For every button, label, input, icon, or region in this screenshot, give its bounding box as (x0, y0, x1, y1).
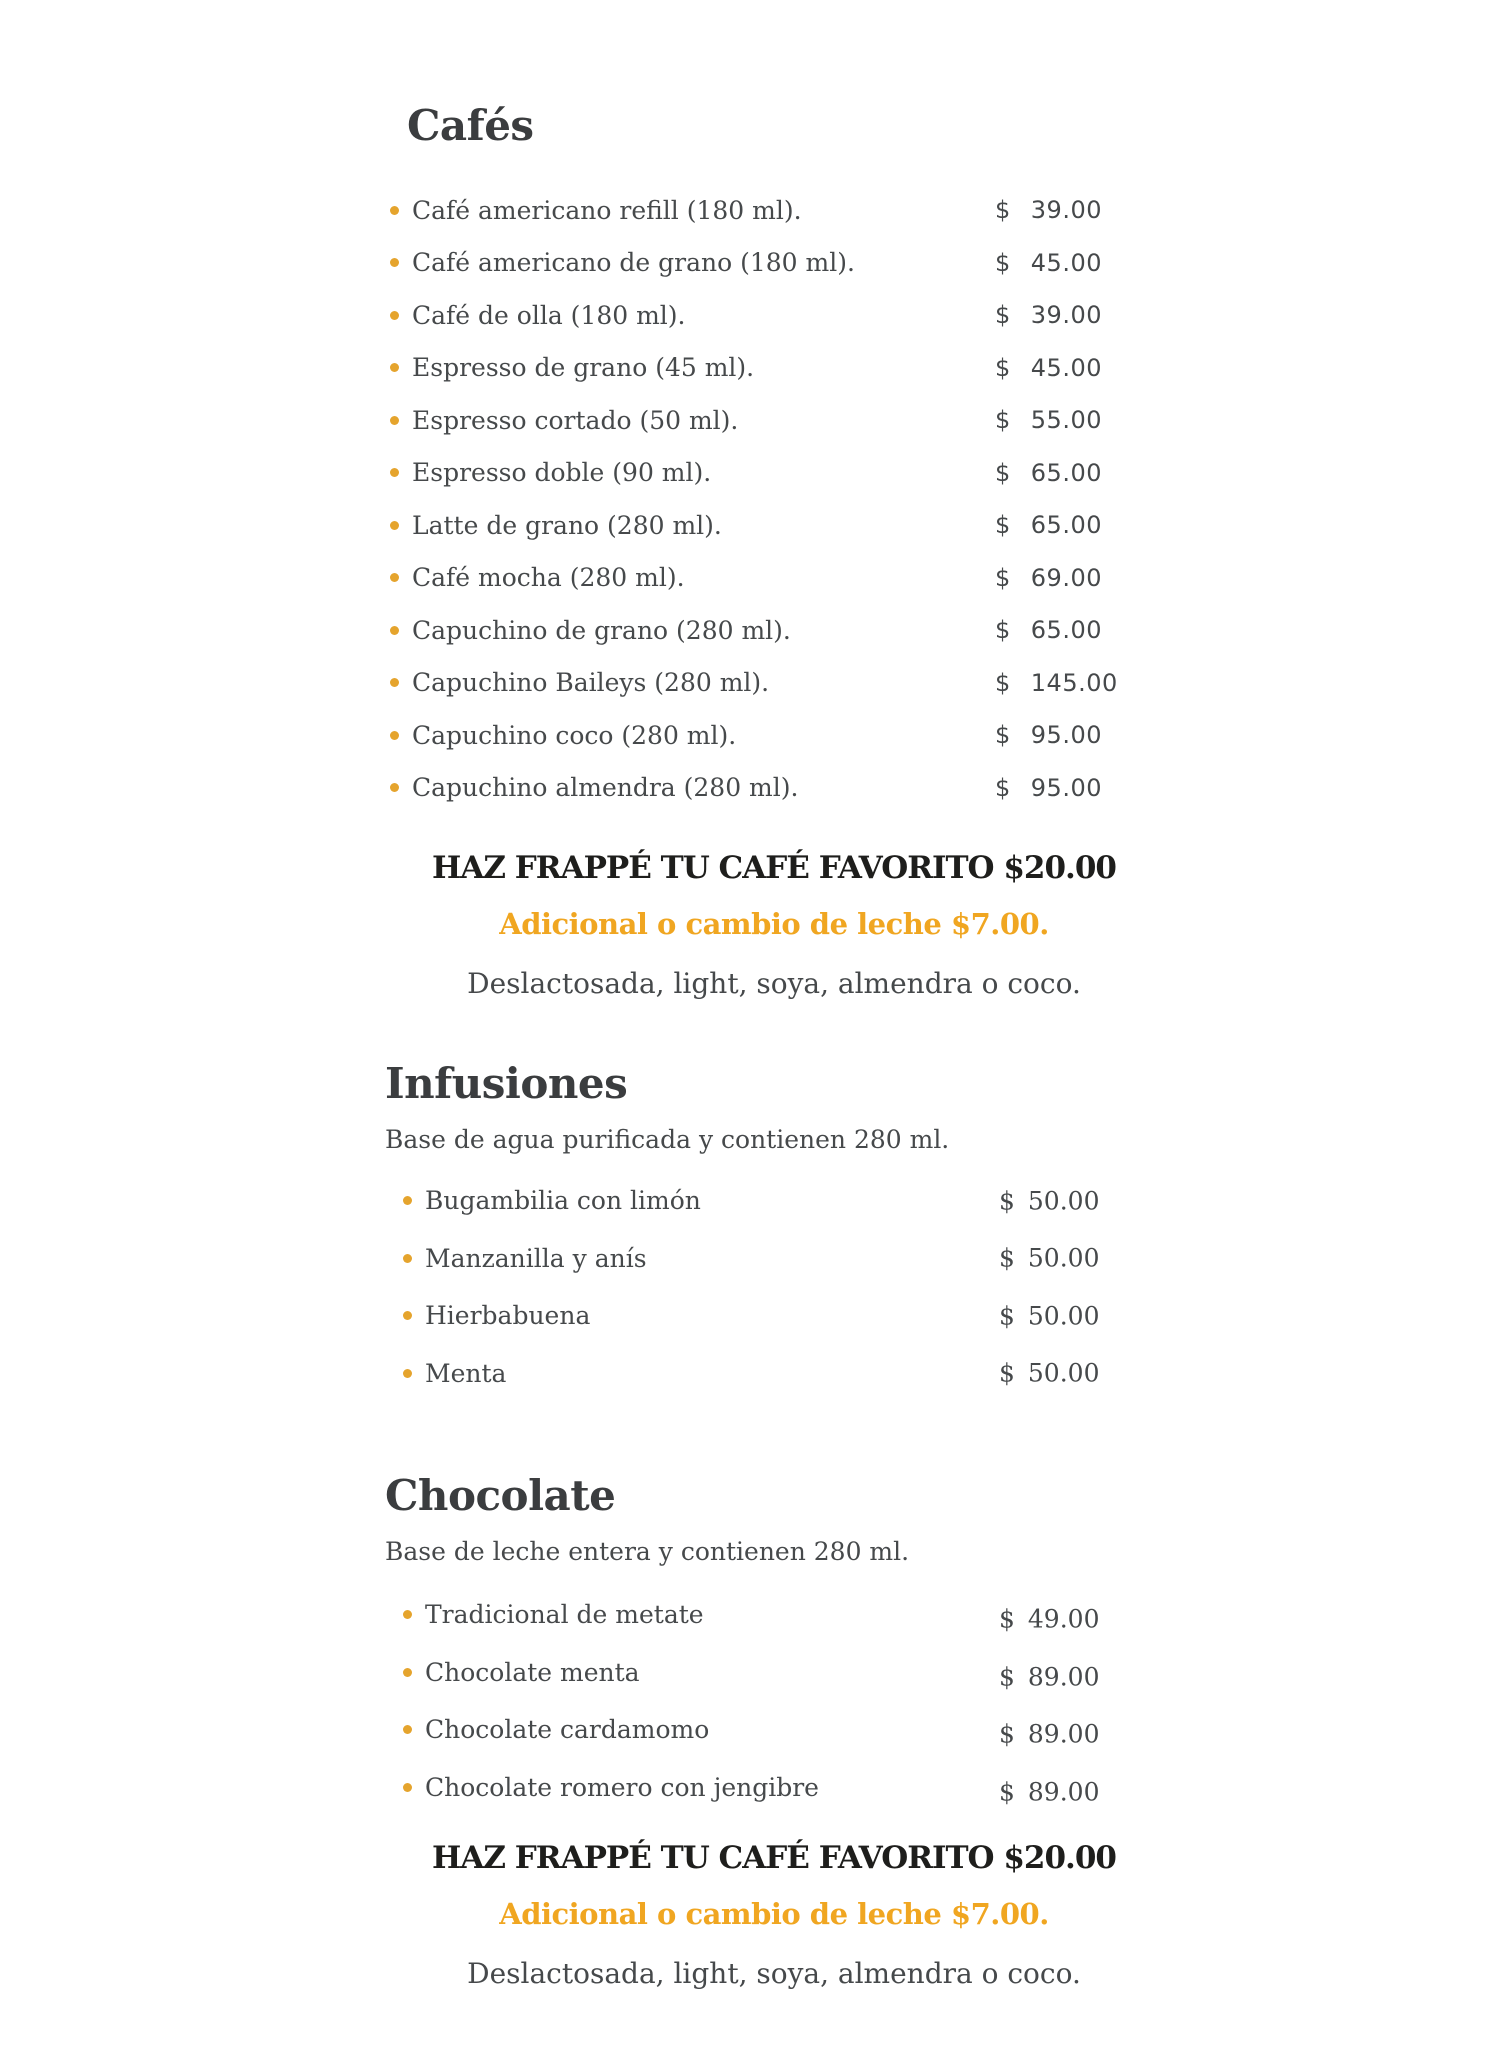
cafes-item-list (385, 184, 1163, 814)
bullet-icon (403, 1725, 412, 1734)
menu-item-label: Tradicional de metate (425, 1600, 704, 1630)
bullet-icon (390, 626, 399, 635)
currency-symbol: $ (999, 1301, 1015, 1331)
menu-item-label: Menta (425, 1358, 507, 1388)
currency-symbol: $ (995, 668, 1011, 697)
bullet-icon (390, 468, 399, 477)
bullet-icon (390, 678, 399, 687)
price-amount: 69.00 (1030, 563, 1102, 592)
currency-symbol: $ (995, 773, 1011, 802)
section-title-infusiones: Infusiones (385, 1059, 628, 1108)
chocolate-item-list (385, 1586, 1163, 1816)
menu-item-row (385, 237, 1163, 290)
price-amount: 95.00 (1030, 773, 1102, 802)
menu-item-row (385, 1644, 1163, 1702)
currency-symbol: $ (995, 511, 1011, 540)
bullet-icon (390, 258, 399, 267)
currency-symbol: $ (999, 1662, 1015, 1692)
price-amount: 65.00 (1030, 511, 1102, 540)
price-amount: 65.00 (1030, 616, 1102, 645)
menu-item-price (999, 1777, 1099, 1806)
menu-item-row (385, 342, 1163, 395)
menu-item-price (995, 564, 1102, 592)
price-amount: 95.00 (1030, 721, 1102, 750)
menu-item-label: Manzanilla y anís (425, 1243, 647, 1273)
milk-options-text: Deslactosada, light, soya, almendra o coco. (467, 967, 1081, 1000)
menu-item-price (995, 301, 1102, 329)
currency-symbol: $ (995, 406, 1011, 435)
milk-options-text: Deslactosada, light, soya, almendra o coco. (467, 1957, 1081, 1990)
menu-item-row (385, 289, 1163, 342)
menu-item-price (999, 1605, 1099, 1634)
currency-symbol: $ (995, 458, 1011, 487)
menu-item-label: Espresso doble (90 ml). (412, 458, 712, 488)
menu-item-label: Capuchino coco (280 ml). (412, 720, 737, 750)
price-amount: 39.00 (1030, 301, 1102, 330)
currency-symbol: $ (995, 721, 1011, 750)
menu-item-row (385, 1701, 1163, 1759)
menu-item-label: Hierbabuena (425, 1301, 591, 1331)
menu-item-label: Capuchino Baileys (280 ml). (412, 668, 770, 698)
bullet-icon (403, 1196, 412, 1205)
menu-item-price (995, 354, 1102, 382)
menu-item-label: Espresso de grano (45 ml). (412, 353, 755, 383)
bullet-icon (390, 206, 399, 215)
frappe-offer-text: HAZ FRAPPÉ TU CAFÉ FAVORITO $20.00 (432, 850, 1116, 886)
menu-item-row (385, 184, 1163, 237)
menu-item-row (385, 709, 1163, 762)
bullet-icon (403, 1369, 412, 1378)
menu-item-price (999, 1662, 1099, 1691)
infusiones-item-list (385, 1172, 1163, 1402)
menu-item-row (385, 657, 1163, 710)
price-amount: 89.00 (1027, 1777, 1100, 1807)
menu-item-price (999, 1186, 1099, 1215)
menu-item-row (385, 447, 1163, 500)
bullet-icon (390, 416, 399, 425)
menu-item-label: Latte de grano (280 ml). (412, 510, 722, 540)
bullet-icon (403, 1311, 412, 1320)
bullet-icon (390, 783, 399, 792)
menu-item-label: Chocolate menta (425, 1657, 640, 1687)
bullet-icon (403, 1610, 412, 1619)
price-amount: 50.00 (1027, 1186, 1100, 1216)
bullet-icon (390, 521, 399, 530)
menu-item-row (385, 499, 1163, 552)
currency-symbol: $ (999, 1604, 1015, 1634)
section-subtitle-chocolate: Base de leche entera y contienen 280 ml. (385, 1537, 910, 1566)
price-amount: 49.00 (1027, 1604, 1100, 1634)
currency-symbol: $ (995, 248, 1011, 277)
menu-item-price (995, 406, 1102, 434)
bullet-icon (403, 1254, 412, 1263)
menu-item-price (995, 196, 1102, 224)
section-cafes (385, 98, 1163, 814)
price-amount: 50.00 (1027, 1301, 1100, 1331)
menu-item-row (385, 762, 1163, 815)
currency-symbol: $ (995, 353, 1011, 382)
price-amount: 89.00 (1027, 1662, 1100, 1692)
section-subtitle-infusiones: Base de agua purificada y contienen 280 ml. (385, 1125, 950, 1154)
menu-item-row (385, 1345, 1163, 1403)
menu-item-label: Café de olla (180 ml). (412, 300, 686, 330)
price-amount: 39.00 (1030, 196, 1102, 225)
menu-item-price (999, 1359, 1099, 1388)
menu-item-label: Espresso cortado (50 ml). (412, 405, 739, 435)
currency-symbol: $ (995, 616, 1011, 645)
menu-item-price (995, 669, 1118, 697)
menu-item-label: Bugambilia con limón (425, 1186, 701, 1216)
price-amount: 89.00 (1027, 1719, 1100, 1749)
menu-item-row (385, 394, 1163, 447)
menu-content-column (385, 0, 1163, 1996)
frappe-note-bottom (385, 1836, 1163, 1996)
currency-symbol: $ (999, 1777, 1015, 1807)
milk-addon-text: Adicional o cambio de leche $7.00. (499, 907, 1049, 941)
price-amount: 45.00 (1030, 353, 1102, 382)
menu-item-label: Capuchino de grano (280 ml). (412, 615, 791, 645)
menu-item-row (385, 552, 1163, 605)
currency-symbol: $ (999, 1358, 1015, 1388)
currency-symbol: $ (995, 196, 1011, 225)
currency-symbol: $ (999, 1243, 1015, 1273)
currency-symbol: $ (995, 563, 1011, 592)
menu-item-label: Café mocha (280 ml). (412, 563, 685, 593)
price-amount: 145.00 (1030, 668, 1118, 697)
bullet-icon (390, 731, 399, 740)
menu-item-price (995, 511, 1102, 539)
price-amount: 45.00 (1030, 248, 1102, 277)
menu-item-label: Café americano de grano (180 ml). (412, 248, 855, 278)
frappe-offer-text: HAZ FRAPPÉ TU CAFÉ FAVORITO $20.00 (432, 1840, 1116, 1876)
menu-item-price (999, 1301, 1099, 1330)
menu-item-price (999, 1720, 1099, 1749)
menu-item-label: Café americano refill (180 ml). (412, 195, 802, 225)
bullet-icon (403, 1668, 412, 1677)
price-amount: 55.00 (1030, 406, 1102, 435)
currency-symbol: $ (999, 1186, 1015, 1216)
menu-item-row (385, 1230, 1163, 1288)
bullet-icon (390, 573, 399, 582)
menu-item-price (995, 774, 1102, 802)
currency-symbol: $ (995, 301, 1011, 330)
currency-symbol: $ (999, 1719, 1015, 1749)
menu-item-label: Capuchino almendra (280 ml). (412, 773, 799, 803)
price-amount: 50.00 (1027, 1358, 1100, 1388)
menu-item-row (385, 1287, 1163, 1345)
bullet-icon (390, 363, 399, 372)
menu-item-row (385, 1586, 1163, 1644)
menu-item-price (995, 459, 1102, 487)
menu-item-label: Chocolate romero con jengibre (425, 1772, 819, 1802)
section-title-cafes: Cafés (407, 101, 534, 150)
bullet-icon (390, 311, 399, 320)
menu-item-row (385, 604, 1163, 657)
menu-item-price (995, 249, 1102, 277)
menu-item-price (995, 721, 1102, 749)
section-chocolate (385, 1468, 1163, 1816)
menu-item-label: Chocolate cardamomo (425, 1715, 710, 1745)
section-title-chocolate: Chocolate (385, 1471, 616, 1520)
bullet-icon (403, 1783, 412, 1792)
menu-item-price (999, 1244, 1099, 1273)
price-amount: 50.00 (1027, 1243, 1100, 1273)
menu-item-price (995, 616, 1102, 644)
price-amount: 65.00 (1030, 458, 1102, 487)
menu-item-row (385, 1172, 1163, 1230)
frappe-note-top (385, 846, 1163, 1006)
menu-item-row (385, 1759, 1163, 1817)
milk-addon-text: Adicional o cambio de leche $7.00. (499, 1897, 1049, 1931)
section-infusiones (385, 1056, 1163, 1402)
